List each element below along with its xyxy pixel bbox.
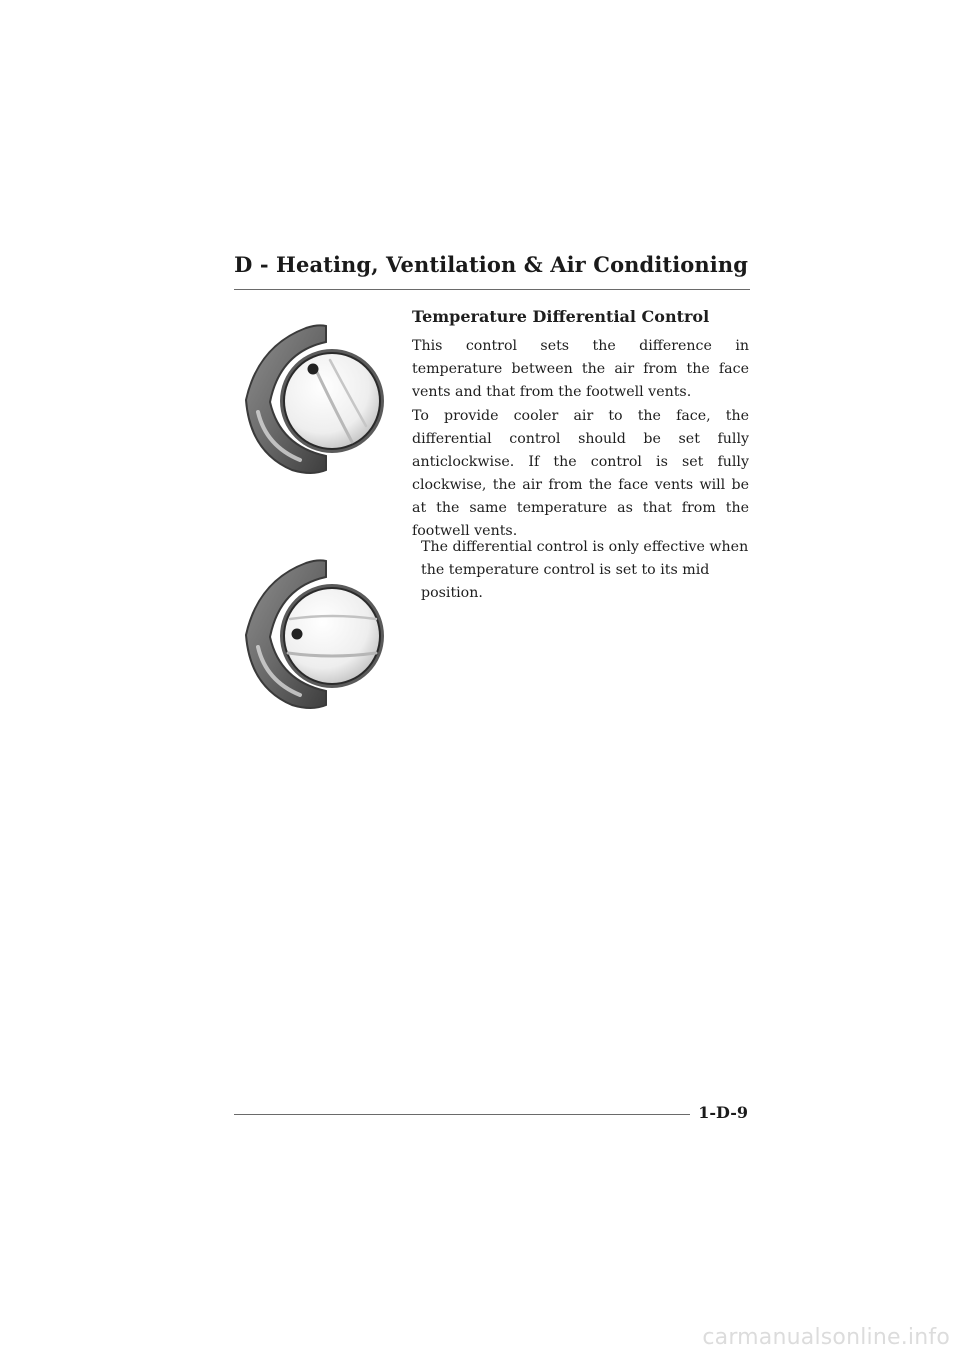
body-paragraph: This control sets the difference in temperature between the air from the face vents and that from the footwell vents.: [412, 338, 749, 400]
differential-knob-anticlockwise-icon: [240, 557, 384, 711]
page-header-title: D - Heating, Ventilation & Air Conditioning: [234, 252, 748, 277]
body-paragraph: To provide cooler air to the face, the differential control should be set fully anticlockwise. If the control is set fully clockwise, the air from the face vents will be at the same temperature as that from the footwell vents.: [412, 408, 749, 539]
watermark: carmanualsonline.info: [702, 1325, 950, 1350]
section-title: Temperature Differential Control: [412, 307, 710, 326]
differential-knob-clockwise-icon: [240, 322, 384, 476]
page-number: 1-D-9: [698, 1103, 748, 1122]
note-paragraph: The differential control is only effective when the temperature control is set to its mid position.: [421, 539, 749, 601]
header-divider: [234, 289, 750, 290]
footer-divider: [234, 1114, 690, 1115]
